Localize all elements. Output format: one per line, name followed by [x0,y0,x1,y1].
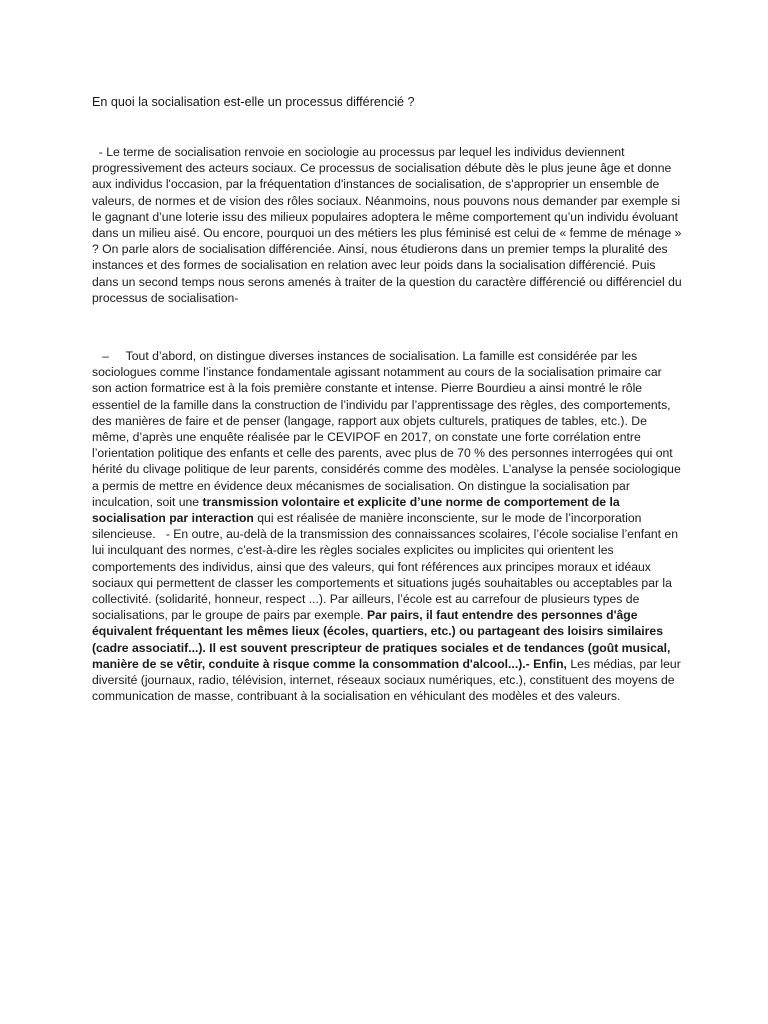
list-dash: – [92,349,126,363]
body-text-bold-segment-1: transmission volontaire et explicite d’une norme de comportement de la socialisation par interaction [92,494,624,526]
document-title: En quoi la socialisation est-elle un processus différencié ? [92,95,415,109]
body-text-segment-3: Les médias, par leur diversité (journaux, radio, télévision, internet, réseaux sociaux numériques, etc.), constituent des moyens de communication de masse, contribuant à la socialisation en véhiculant des modèles et des valeurs. [92,656,685,704]
body-text-segment-1: Tout d’abord, on distingue diverses instances de socialisation. La famille est considérée par les sociologues comme l’instance fondamentale agissant notamment au cours de la socialisation primaire car son action formatrice est à la fois première constante et intense. Pierre Bourdieu a ainsi montré le rôle essentiel de la famille dans la construction de l’individu par l’apprentissage des règles, des comportements, des manières de faire et de penser (langage, rapport aux objets culturels, pratiques de tables, etc.). De même, d’après une enquête réalisée par le CEVIPOF en 2017, on constate une forte corrélation entre l’orientation politique des enfants et celle des parents, avec plus de 70 % des personnes interrogées qui ont hérité du clivage politique de leur parents, considérés comme des modèles. L’analyse la pensée sociologique a permis de mettre en évidence deux mécanismes de socialisation. On distingue la socialisation par inculcation, soit une [92,349,685,509]
body-text-bold-segment-2: Par pairs, il faut entendre des personnes d'âge équivalent fréquentant les mêmes lieux (écoles, quartiers, etc.) ou partageant des loisirs similaires (cadre associatif...). Il est souvent prescripteur de pratiques sociales et de tendances (goût musical, manière de se vêtir, conduite à risque comme la consommation d'alcool...).- Enfin, [92,608,674,671]
body-text-segment-2: qui est réalisée de manière inconsciente, sur le mode de l’incorporation silencieuse. - En outre, au-delà de la transmission des connaissances scolaires, l’école socialise l’enfant en lui inculquant des normes, c’est-à-dire les règles sociales explicites ou implicites qui orientent les comportements des individus, ainsi que des valeurs, qui font références aux principes moraux et idéaux sociaux qui permettent de classer les comportements et situations jugés souhaitables ou acceptables par la collectivité. (solidarité, honneur, respect ...). Par ailleurs, l’école est au carrefour de plusieurs types de socialisations, par le groupe de pairs par exemple. [92,511,682,623]
intro-paragraph: - Le terme de socialisation renvoie en sociologie au processus par lequel les individus deviennent progressivement des acteurs sociaux. Ce processus de socialisation débute dès le plus jeune âge et donne aux individus l'occasion, par la fréquentation d'instances de socialisation, de s'approprier un ensemble de valeurs, de normes et de vision des rôles sociaux. Néanmoins, nous pouvons nous demander par exemple si le gagnant d’une loterie issu des milieux populaires adoptera le même comportement qu’un individu évoluant dans un milieu aisé. Ou encore, pourquoi un des métiers les plus féminisé est celui de « femme de ménage » ? On parle alors de socialisation différenciée. Ainsi, nous étudierons dans un premier temps la pluralité des instances et des formes de socialisation en relation avec leur poids dans la socialisation différencié. Puis dans un second temps nous serons amenés à traiter de la question du caractère différencié ou différenciel du processus de socialisation- [92,145,686,305]
body-paragraph [92,348,684,704]
